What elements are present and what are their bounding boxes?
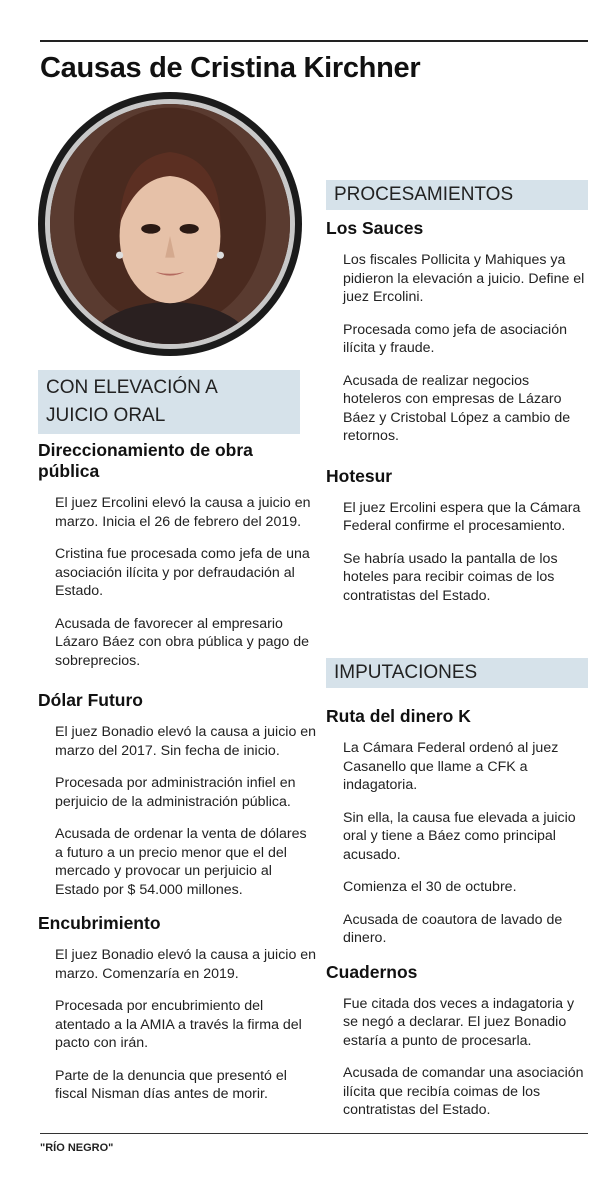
case-paragraph: Cristina fue procesada como jefa de una asociación ilícita y por defraudación al Estado.: [55, 546, 310, 599]
case-paragraph: El juez Ercolini elevó la causa a juicio en marzo. Inicia el 26 de febrero del 2019.: [55, 495, 311, 530]
banner-text-line2: JUICIO ORAL: [46, 405, 166, 426]
case-paragraph: Procesada por administración infiel en perjuicio de la administración pública.: [55, 775, 296, 810]
case-paragraph: Procesada como jefa de asociación ilícita y fraude.: [343, 321, 567, 356]
case-paragraph: Acusada de realizar negocios hoteleros con empresas de Lázaro Báez y Cristobal López a cambio de retornos.: [343, 372, 571, 444]
top-rule: [40, 40, 588, 42]
case-heading: Hotesur: [326, 465, 393, 486]
case-heading: Cuadernos: [326, 961, 418, 982]
case-paragraph: Acusada de favorecer al empresario Lázaro Báez con obra pública y pago de sobreprecios.: [55, 615, 309, 669]
section-banner-procesamientos: PROCESAMIENTOS: [326, 180, 588, 210]
right-column-procesamientos: [326, 218, 588, 619]
case-paragraph: La Cámara Federal ordenó al juez Casanello que llame a CFK a indagatoria.: [343, 740, 559, 793]
case-paragraph: Los fiscales Pollicita y Mahiques ya pidieron la elevación a juicio. Define el juez Ercolini.: [343, 252, 585, 305]
case-dolar-futuro: [38, 690, 318, 899]
case-paragraph: El juez Ercolini espera que la Cámara Federal confirme el procesamiento.: [343, 499, 581, 534]
case-paragraph: Acusada de ordenar la venta de dólares a futuro a un precio menor que el del mercado y provocar un perjuicio al Estado por $ 54.000 millones.: [55, 826, 307, 898]
case-paragraph: Parte de la denuncia que presentó el fiscal Nisman días antes de morir.: [55, 1067, 287, 1102]
case-heading: Los Sauces: [326, 218, 424, 238]
right-column-imputaciones: [326, 706, 588, 1134]
portrait-photo: [38, 92, 302, 356]
case-heading: Encubrimiento: [38, 913, 161, 933]
case-paragraph: Se habría usado la pantalla de los hoteles para recibir coimas de los contratistas del Estado.: [343, 550, 558, 604]
case-heading: Ruta del dinero K: [326, 706, 471, 726]
case-paragraph: Acusada de comandar una asociación ilícita que recibía coimas de los contratistas del Estado.: [343, 1065, 584, 1118]
case-paragraph: El juez Bonadio elevó la causa a juicio en marzo. Comenzaría en 2019.: [55, 947, 317, 982]
case-cuadernos: [326, 962, 588, 1120]
case-paragraph: Comienza el 30 de octubre.: [343, 879, 517, 895]
case-paragraph: Sin ella, la causa fue elevada a juicio oral y tiene a Báez como principal acusado.: [343, 809, 576, 863]
bottom-rule: [40, 1133, 588, 1134]
case-paragraph: El juez Bonadio elevó la causa a juicio en marzo del 2017. Sin fecha de inicio.: [55, 724, 317, 759]
case-heading: Dólar Futuro: [38, 690, 143, 710]
case-paragraph: Procesada por encubrimiento del atentado a la AMIA a través la firma del pacto con irán.: [55, 998, 302, 1051]
portrait-image: [50, 104, 290, 344]
case-paragraph: Fue citada dos veces a indagatoria y se negó a declarar. El juez Bonadio estaría a punto de procesarla.: [343, 995, 575, 1049]
banner-text-line1: CON ELEVACIÓN A: [46, 377, 218, 398]
left-column: [38, 440, 318, 1118]
section-banner-elevacion: [38, 370, 300, 434]
case-direccionamiento: [38, 440, 318, 670]
case-encubrimiento: [38, 913, 318, 1104]
case-heading: Direccionamiento de obra pública: [38, 440, 253, 481]
case-hotesur: [326, 466, 588, 606]
source-credit: "RÍO NEGRO": [40, 1142, 114, 1154]
section-banner-imputaciones: IMPUTACIONES: [326, 658, 588, 688]
page-title: Causas de Cristina Kirchner: [40, 52, 421, 84]
case-paragraph: Acusada de coautora de lavado de dinero.: [343, 911, 563, 946]
case-ruta-del-dinero: [326, 706, 588, 948]
case-los-sauces: [326, 218, 588, 446]
